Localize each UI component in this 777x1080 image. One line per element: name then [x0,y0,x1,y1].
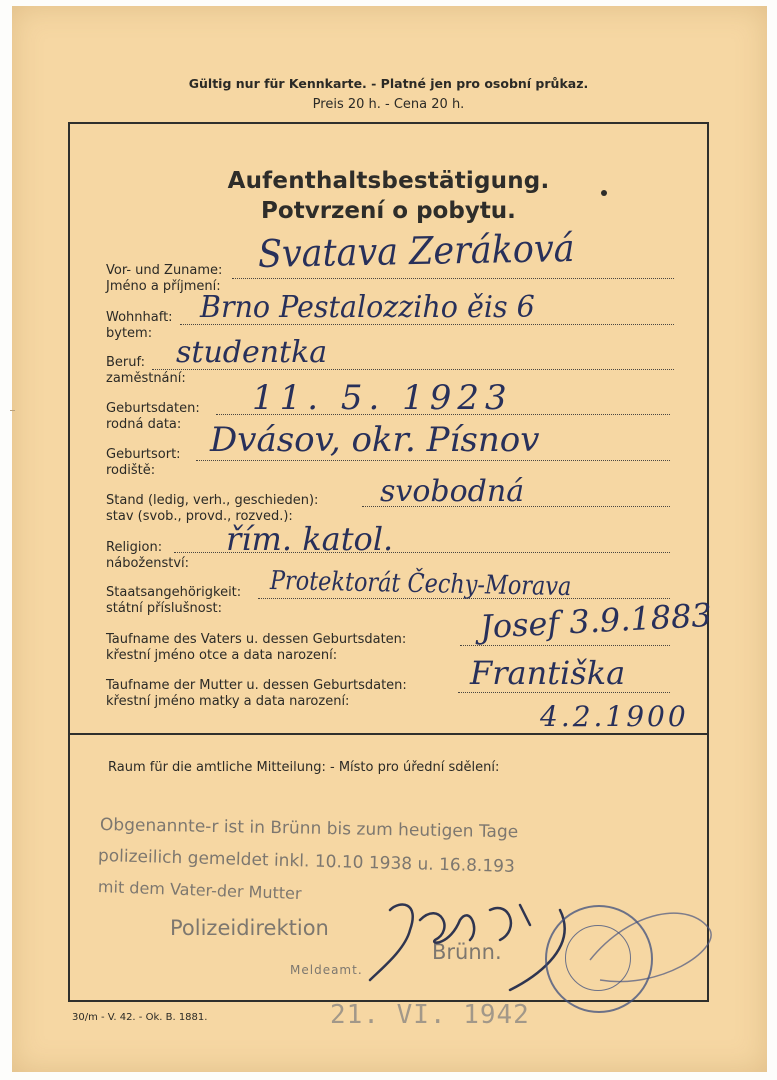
field-value-birthplace: Dvásov, okr. Písnov [210,420,540,460]
validity-note: Gültig nur für Kennkarte. - Platné jen pro osobní průkaz. [188,76,589,91]
form-title-czech: Potvrzení o pobytu. [261,198,516,224]
field-label-mother: Taufname der Mutter u. dessen Geburtsdaten: křestní jméno matky a data narození: [106,678,407,709]
field-value-father: Josef 3.9.1883 [479,595,713,646]
title-dot [601,190,607,196]
stamp-line-5: Brünn. [432,940,502,964]
field-label-marital-status: Stand (ledig, verh., geschieden): stav (svob., provd., rozved.): [106,493,319,524]
field-label-occupation: Beruf: zaměstnání: [106,355,186,386]
police-seal [545,905,653,1013]
field-value-citizenship: Protektorát Čechy-Morava [269,566,572,603]
field-value-name: Svatava Zeráková [257,225,575,276]
signature-icon [360,890,720,1000]
stamp-line-2: polizeilich gemeldet inkl. 10.10 1938 u. 16.8.193 [97,846,516,877]
stamp-line-4: Polizeidirektion [170,916,329,940]
field-label-religion: Religion: náboženství: [106,540,190,571]
field-value-occupation: studentka [176,335,328,370]
field-label-birthplace: Geburtsort: rodiště: [106,447,181,478]
field-line-birthplace [196,460,670,461]
field-label-father: Taufname des Vaters u. dessen Geburtsdaten: křestní jméno otce a data narození: [106,632,407,663]
field-label-birthdate: Geburtsdaten: rodná data: [106,401,200,432]
field-value-religion: řím. katol. [226,520,394,558]
field-line-mother [458,692,670,693]
field-value-birthdate: 11. 5. 1923 [252,378,513,418]
field-value-mother-birthdate: 4.2.1900 [540,700,689,733]
official-notice-label: Raum für die amtliche Mitteilung: - Místo pro úřední sdělení: [108,760,500,775]
stamp-line-1: Obgenannte-r ist in Brünn bis zum heutigen Tage [99,815,519,843]
date-stamp: 21. VI. 1942 [330,1000,530,1030]
field-value-mother: Františka [470,654,626,692]
price-note: Preis 20 h. - Cena 20 h. [312,97,465,112]
section-divider [70,733,707,735]
field-value-address: Brno Pestalozziho ěis 6 [200,290,535,325]
form-number: 30/m - V. 42. - Ok. B. 1881. [72,1012,208,1023]
field-value-marital-status: svobodná [380,474,525,509]
field-label-name: Vor- und Zuname: Jméno a příjmení: [106,263,223,294]
field-line-name [232,278,674,279]
field-label-citizenship: Staatsangehörigkeit: státní příslušnost: [106,585,242,616]
form-title-german: Aufenthaltsbestätigung. [227,168,550,194]
stamp-line-3: mit dem Vater-der Mutter [97,877,302,904]
stamp-line-6: Meldeamt. [290,963,363,977]
field-label-address: Wohnhaft: bytem: [106,310,173,341]
fold-mark [10,410,15,411]
